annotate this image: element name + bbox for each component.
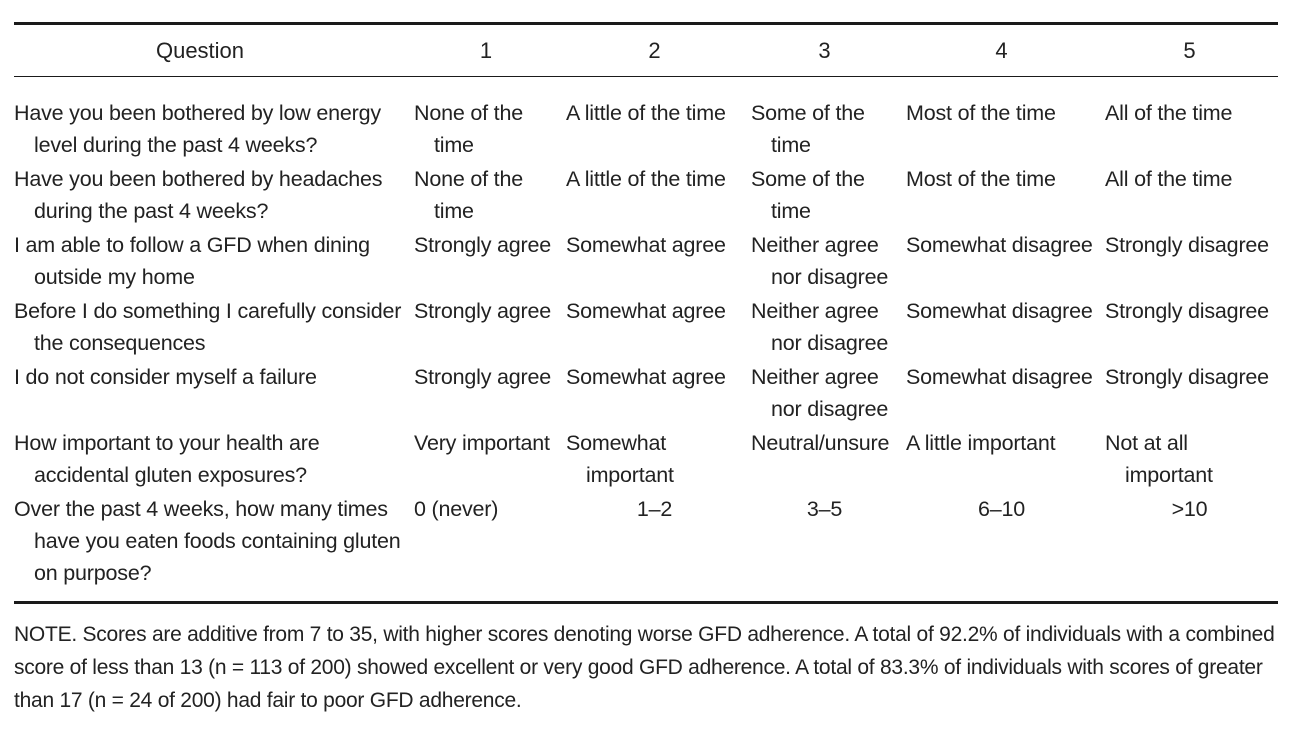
option-cell: Somewhat agree <box>566 365 726 389</box>
table-row <box>14 427 1278 493</box>
option-cell: Most of the time <box>906 167 1056 191</box>
option-cell: Strongly agree <box>414 365 552 389</box>
question-cell: Have you been bothered by headaches during the past 4 weeks? <box>14 167 383 223</box>
option-cell: A little important <box>906 431 1056 455</box>
column-header-4: 4 <box>995 37 1008 63</box>
question-cell: I do not consider myself a failure <box>14 365 317 389</box>
table-header-row <box>14 25 1278 76</box>
question-cell: I am able to follow a GFD when dining outside my home <box>14 233 370 289</box>
option-cell: Somewhat disagree <box>906 365 1093 389</box>
option-cell: Strongly disagree <box>1105 365 1269 389</box>
option-cell: Neutral/unsure <box>751 431 890 455</box>
column-header-question: Question <box>155 37 245 63</box>
option-cell: A little of the time <box>566 101 726 125</box>
option-cell: Very important <box>414 431 550 455</box>
option-cell: None of the time <box>414 167 523 223</box>
option-cell: Somewhat disagree <box>906 299 1093 323</box>
question-cell: How important to your health are accidental gluten exposures? <box>14 431 320 487</box>
option-cell: None of the time <box>414 101 523 157</box>
column-header-1: 1 <box>479 37 493 63</box>
option-cell: 6–10 <box>977 497 1026 521</box>
table-row <box>14 163 1278 229</box>
option-cell: A little of the time <box>566 167 726 191</box>
survey-table-container <box>14 22 1278 604</box>
option-cell: Somewhat important <box>566 431 674 487</box>
option-cell: Neither agree nor disagree <box>751 365 889 421</box>
option-cell: Strongly disagree <box>1105 233 1269 257</box>
table-bottom-rule <box>14 601 1278 604</box>
option-cell: Some of the time <box>751 101 865 157</box>
option-cell: All of the time <box>1105 167 1233 191</box>
question-cell: Have you been bothered by low energy level during the past 4 weeks? <box>14 101 381 157</box>
option-cell: Strongly agree <box>414 233 552 257</box>
question-cell: Over the past 4 weeks, how many times have you eaten foods containing gluten on purpose? <box>14 497 401 585</box>
option-cell: 0 (never) <box>414 497 499 521</box>
option-cell: Strongly agree <box>414 299 552 323</box>
option-cell: Neither agree nor disagree <box>751 299 889 355</box>
column-header-2: 2 <box>648 37 661 63</box>
column-header-3: 3 <box>818 37 831 63</box>
option-cell: Somewhat agree <box>566 299 726 323</box>
question-cell: Before I do something I carefully consider the consequences <box>14 299 402 355</box>
table-row <box>14 361 1278 427</box>
option-cell: Neither agree nor disagree <box>751 233 889 289</box>
table-row <box>14 97 1278 163</box>
table-note: NOTE. Scores are additive from 7 to 35, with higher scores denoting worse GFD adherence. A total of 92.2% of individuals with a combined score of less than 13 (n = 113 of 200) showed excellent or very good GFD adherence. A total of 83.3% of individuals with scores of greater than 17 (n = 24 of 200) had fair to poor GFD adherence. <box>14 623 1275 712</box>
option-cell: 3–5 <box>806 497 843 521</box>
survey-table-body <box>14 77 1278 601</box>
option-cell: Not at all important <box>1105 431 1213 487</box>
option-cell: Most of the time <box>906 101 1056 125</box>
option-cell: Somewhat agree <box>566 233 726 257</box>
option-cell: Some of the time <box>751 167 865 223</box>
column-header-5: 5 <box>1183 37 1196 63</box>
option-cell: All of the time <box>1105 101 1233 125</box>
option-cell: 1–2 <box>636 497 673 521</box>
table-row <box>14 229 1278 295</box>
option-cell: Somewhat disagree <box>906 233 1093 257</box>
survey-table <box>14 25 1278 76</box>
table-row <box>14 493 1278 601</box>
option-cell: >10 <box>1171 497 1208 521</box>
option-cell: Strongly disagree <box>1105 299 1269 323</box>
table-row <box>14 295 1278 361</box>
